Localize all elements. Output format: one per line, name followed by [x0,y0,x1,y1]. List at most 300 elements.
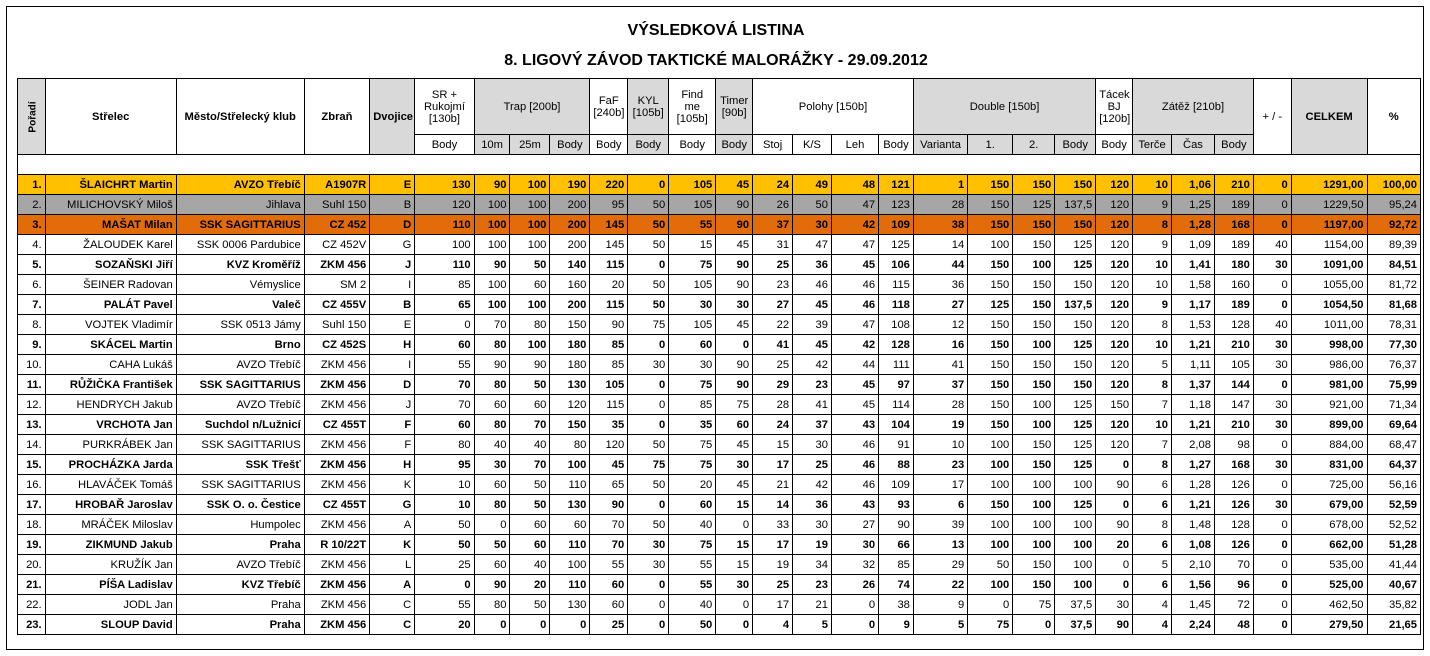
cell-pct: 35,82 [1367,595,1420,615]
cell-double-varianta: 9 [913,595,967,615]
cell-klub: KVZ Kroměříž [176,255,304,275]
cell-trap-25m: 100 [510,235,550,255]
subheader-cell: Body [669,135,716,155]
cell-pct: 51,28 [1367,535,1420,555]
cell-double-varianta: 29 [913,555,967,575]
cell-double-body: 125 [1055,335,1096,355]
cell-polohy-leh: 47 [831,235,878,255]
cell-pct: 81,68 [1367,295,1420,315]
cell-timer-body: 45 [716,435,753,455]
cell-zatez-cas: 1,25 [1171,195,1214,215]
cell-pct: 77,30 [1367,335,1420,355]
cell-polohy-leh: 46 [831,475,878,495]
cell-kyl-body: 75 [628,455,669,475]
cell-dvojice: B [370,195,415,215]
cell-trap-body: 130 [550,595,590,615]
cell-polohy-stoj: 26 [753,195,793,215]
cell-pct: 95,24 [1367,195,1420,215]
cell-dvojice: F [370,435,415,455]
header-zatez: Zátěž [210b] [1133,79,1254,135]
table-row [18,395,1421,415]
cell-double-2: 150 [1013,175,1055,195]
cell-zatez-terce: 10 [1133,335,1172,355]
cell-double-2: 150 [1013,435,1055,455]
cell-timer-body: 75 [716,395,753,415]
cell-trap-25m: 60 [510,395,550,415]
cell-kyl-body: 0 [628,255,669,275]
cell-faf-body: 85 [590,355,628,375]
cell-zbran: ZKM 456 [304,575,370,595]
subheader-cell: Body [628,135,669,155]
cell-trap-25m: 60 [510,275,550,295]
cell-poradi: 10. [18,355,46,375]
cell-double-2: 125 [1013,195,1055,215]
cell-trap-body: 110 [550,575,590,595]
cell-dvojice: K [370,475,415,495]
cell-trap-10m: 40 [474,435,510,455]
cell-polohy-body: 74 [879,575,914,595]
cell-strelec: VOJTEK Vladimír [45,315,176,335]
cell-findme-body: 75 [669,255,716,275]
cell-sr-body: 65 [415,295,474,315]
cell-zbran: Suhl 150 [304,195,370,215]
cell-faf-body: 85 [590,335,628,355]
cell-zatez-cas: 1,21 [1171,415,1214,435]
cell-findme-body: 105 [669,275,716,295]
cell-trap-body: 80 [550,435,590,455]
cell-poradi: 15. [18,455,46,475]
cell-zatez-body: 189 [1214,235,1253,255]
cell-zatez-terce: 8 [1133,455,1172,475]
cell-timer-body: 45 [716,175,753,195]
cell-tacek-body: 120 [1096,255,1133,275]
cell-double-1: 100 [968,435,1013,455]
cell-double-2: 150 [1013,555,1055,575]
cell-zatez-cas: 1,41 [1171,255,1214,275]
cell-poradi: 12. [18,395,46,415]
cell-kyl-body: 0 [628,375,669,395]
cell-tacek-body: 90 [1096,515,1133,535]
cell-plusminus: 0 [1253,515,1291,535]
subheader-cell: Stoj [753,135,793,155]
cell-strelec: ŽALOUDEK Karel [45,235,176,255]
cell-sr-body: 110 [415,255,474,275]
cell-timer-body: 30 [716,455,753,475]
cell-strelec: CAHA Lukáš [45,355,176,375]
cell-zatez-body: 144 [1214,375,1253,395]
cell-faf-body: 35 [590,415,628,435]
cell-faf-body: 45 [590,455,628,475]
cell-plusminus: 30 [1253,355,1291,375]
cell-strelec: HROBAŘ Jaroslav [45,495,176,515]
cell-sr-body: 60 [415,415,474,435]
cell-polohy-stoj: 15 [753,435,793,455]
cell-timer-body: 15 [716,495,753,515]
cell-strelec: ŠEINER Radovan [45,275,176,295]
cell-dvojice: C [370,615,415,635]
header-timer: Timer [90b] [716,79,753,135]
table-row [18,575,1421,595]
cell-zatez-terce: 8 [1133,375,1172,395]
cell-zatez-body: 189 [1214,295,1253,315]
cell-strelec: MAŠAT Milan [45,215,176,235]
cell-polohy-body: 106 [879,255,914,275]
cell-plusminus: 0 [1253,175,1291,195]
page-subtitle: 8. LIGOVÝ ZÁVOD TAKTICKÉ MALORÁŽKY - 29.09.2012 [504,52,928,69]
cell-poradi: 5. [18,255,46,275]
cell-trap-10m: 90 [474,575,510,595]
cell-dvojice: G [370,235,415,255]
cell-pct: 89,39 [1367,235,1420,255]
cell-klub: Vémyslice [176,275,304,295]
cell-double-1: 150 [968,215,1013,235]
table-row [18,335,1421,355]
cell-polohy-stoj: 23 [753,275,793,295]
cell-double-varianta: 13 [913,535,967,555]
cell-polohy-body: 108 [879,315,914,335]
cell-polohy-stoj: 25 [753,575,793,595]
cell-pct: 56,16 [1367,475,1420,495]
cell-double-1: 150 [968,355,1013,375]
cell-poradi: 14. [18,435,46,455]
cell-strelec: SOZAŇSKI Jiří [45,255,176,275]
cell-faf-body: 115 [590,295,628,315]
cell-trap-25m: 100 [510,295,550,315]
cell-zatez-cas: 1,48 [1171,515,1214,535]
cell-dvojice: I [370,275,415,295]
cell-polohy-leh: 46 [831,455,878,475]
cell-polohy-leh: 45 [831,395,878,415]
cell-polohy-body: 115 [879,275,914,295]
cell-polohy-stoj: 31 [753,235,793,255]
cell-double-varianta: 36 [913,275,967,295]
subheader-cell: Body [716,135,753,155]
cell-zatez-body: 126 [1214,475,1253,495]
cell-plusminus: 30 [1253,335,1291,355]
cell-poradi: 9. [18,335,46,355]
cell-strelec: PURKRÁBEK Jan [45,435,176,455]
cell-double-1: 150 [968,375,1013,395]
cell-double-body: 125 [1055,415,1096,435]
cell-kyl-body: 30 [628,355,669,375]
cell-dvojice: J [370,255,415,275]
cell-poradi: 23. [18,615,46,635]
cell-zatez-terce: 8 [1133,515,1172,535]
header-strelec: Střelec [45,79,176,155]
cell-trap-10m: 100 [474,235,510,255]
cell-trap-25m: 100 [510,215,550,235]
cell-tacek-body: 90 [1096,615,1133,635]
cell-findme-body: 55 [669,575,716,595]
cell-trap-body: 160 [550,275,590,295]
cell-poradi: 17. [18,495,46,515]
cell-sr-body: 0 [415,315,474,335]
cell-celkem: 1054,50 [1291,295,1367,315]
cell-zbran: A1907R [304,175,370,195]
cell-tacek-body: 0 [1096,575,1133,595]
cell-strelec: RŮŽIČKA František [45,375,176,395]
cell-double-body: 137,5 [1055,195,1096,215]
cell-trap-10m: 90 [474,175,510,195]
cell-findme-body: 40 [669,515,716,535]
cell-zatez-terce: 9 [1133,295,1172,315]
cell-plusminus: 0 [1253,375,1291,395]
cell-kyl-body: 50 [628,475,669,495]
cell-celkem: 679,00 [1291,495,1367,515]
cell-dvojice: D [370,215,415,235]
cell-timer-body: 15 [716,555,753,575]
cell-trap-25m: 80 [510,315,550,335]
subheader-cell: K/S [793,135,832,155]
cell-double-1: 150 [968,275,1013,295]
cell-double-1: 150 [968,315,1013,335]
table-row [18,275,1421,295]
cell-zatez-cas: 2,10 [1171,555,1214,575]
header-kyl: KYL [105b] [628,79,669,135]
cell-kyl-body: 0 [628,415,669,435]
subheader-cell: 25m [510,135,550,155]
cell-zatez-body: 48 [1214,615,1253,635]
cell-trap-body: 180 [550,335,590,355]
cell-double-varianta: 44 [913,255,967,275]
cell-pct: 75,99 [1367,375,1420,395]
cell-zbran: CZ 452S [304,335,370,355]
cell-zatez-terce: 9 [1133,235,1172,255]
cell-dvojice: A [370,515,415,535]
cell-zbran: CZ 455V [304,295,370,315]
cell-double-1: 150 [968,335,1013,355]
table-row [18,355,1421,375]
cell-tacek-body: 0 [1096,495,1133,515]
cell-double-body: 100 [1055,515,1096,535]
cell-zatez-cas: 1,08 [1171,535,1214,555]
cell-pct: 78,31 [1367,315,1420,335]
cell-timer-body: 60 [716,415,753,435]
header-sr: SR + Rukojmí [130b] [415,79,474,135]
cell-double-1: 125 [968,295,1013,315]
cell-trap-10m: 80 [474,335,510,355]
cell-double-1: 75 [968,615,1013,635]
cell-kyl-body: 0 [628,575,669,595]
cell-polohy-leh: 27 [831,515,878,535]
page-title: VÝSLEDKOVÁ LISTINA [627,22,805,39]
cell-polohy-body: 109 [879,215,914,235]
header-zbran: Zbraň [304,79,370,155]
cell-poradi: 21. [18,575,46,595]
cell-strelec: MILICHOVSKÝ Miloš [45,195,176,215]
cell-trap-body: 200 [550,295,590,315]
cell-double-2: 100 [1013,395,1055,415]
cell-double-body: 150 [1055,215,1096,235]
cell-zbran: ZKM 456 [304,375,370,395]
cell-trap-body: 100 [550,555,590,575]
cell-timer-body: 15 [716,535,753,555]
cell-tacek-body: 90 [1096,475,1133,495]
cell-double-2: 100 [1013,515,1055,535]
cell-klub: KVZ Třebíč [176,575,304,595]
cell-kyl-body: 50 [628,275,669,295]
cell-polohy-ks: 42 [793,475,832,495]
table-row [18,195,1421,215]
cell-celkem: 1154,00 [1291,235,1367,255]
cell-polohy-stoj: 28 [753,395,793,415]
cell-zatez-terce: 6 [1133,495,1172,515]
cell-zatez-body: 128 [1214,315,1253,335]
cell-pct: 92,72 [1367,215,1420,235]
cell-double-2: 150 [1013,295,1055,315]
cell-trap-25m: 20 [510,575,550,595]
cell-zatez-cas: 1,58 [1171,275,1214,295]
cell-dvojice: E [370,175,415,195]
cell-faf-body: 70 [590,535,628,555]
cell-double-body: 37,5 [1055,615,1096,635]
cell-zatez-cas: 1,27 [1171,455,1214,475]
cell-sr-body: 120 [415,195,474,215]
cell-pct: 81,72 [1367,275,1420,295]
cell-double-body: 150 [1055,175,1096,195]
cell-plusminus: 0 [1253,275,1291,295]
cell-polohy-leh: 48 [831,175,878,195]
cell-polohy-ks: 30 [793,515,832,535]
cell-double-varianta: 10 [913,435,967,455]
cell-zatez-body: 168 [1214,215,1253,235]
cell-trap-body: 140 [550,255,590,275]
cell-trap-10m: 80 [474,415,510,435]
cell-celkem: 831,00 [1291,455,1367,475]
cell-double-1: 150 [968,395,1013,415]
cell-double-varianta: 14 [913,235,967,255]
cell-pct: 52,52 [1367,515,1420,535]
cell-double-varianta: 38 [913,215,967,235]
cell-zatez-terce: 7 [1133,435,1172,455]
cell-zatez-cas: 1,17 [1171,295,1214,315]
cell-double-body: 125 [1055,435,1096,455]
cell-polohy-leh: 44 [831,355,878,375]
cell-trap-25m: 70 [510,455,550,475]
header-klub: Město/Střelecký klub [176,79,304,155]
cell-tacek-body: 0 [1096,455,1133,475]
cell-polohy-leh: 45 [831,255,878,275]
subheader-cell: 2. [1013,135,1055,155]
cell-trap-25m: 100 [510,335,550,355]
cell-celkem: 981,00 [1291,375,1367,395]
cell-polohy-body: 121 [879,175,914,195]
cell-kyl-body: 30 [628,535,669,555]
cell-trap-10m: 100 [474,195,510,215]
subheader-cell: Body [1214,135,1253,155]
table-row [18,615,1421,635]
cell-zatez-terce: 7 [1133,395,1172,415]
table-row [18,315,1421,335]
cell-trap-25m: 100 [510,195,550,215]
cell-klub: SSK SAGITTARIUS [176,475,304,495]
cell-plusminus: 0 [1253,215,1291,235]
cell-kyl-body: 0 [628,395,669,415]
cell-tacek-body: 20 [1096,535,1133,555]
cell-poradi: 7. [18,295,46,315]
cell-findme-body: 30 [669,295,716,315]
cell-polohy-stoj: 22 [753,315,793,335]
cell-polohy-stoj: 24 [753,175,793,195]
cell-zatez-cas: 1,09 [1171,235,1214,255]
cell-poradi: 3. [18,215,46,235]
cell-double-body: 125 [1055,495,1096,515]
subheader-cell: Body [1096,135,1133,155]
cell-plusminus: 30 [1253,415,1291,435]
cell-trap-10m: 100 [474,215,510,235]
spacer-row [18,155,1421,175]
subheader-cell: 1. [968,135,1013,155]
cell-dvojice: L [370,555,415,575]
cell-double-2: 100 [1013,535,1055,555]
cell-polohy-leh: 43 [831,495,878,515]
cell-double-1: 100 [968,235,1013,255]
cell-double-2: 150 [1013,235,1055,255]
cell-double-varianta: 12 [913,315,967,335]
cell-celkem: 1229,50 [1291,195,1367,215]
cell-trap-10m: 50 [474,535,510,555]
cell-double-2: 100 [1013,335,1055,355]
cell-polohy-ks: 23 [793,575,832,595]
cell-zatez-terce: 9 [1133,195,1172,215]
cell-kyl-body: 0 [628,335,669,355]
cell-polohy-ks: 19 [793,535,832,555]
cell-trap-10m: 80 [474,375,510,395]
cell-findme-body: 75 [669,535,716,555]
cell-timer-body: 45 [716,315,753,335]
cell-dvojice: H [370,335,415,355]
cell-klub: Brno [176,335,304,355]
cell-faf-body: 105 [590,375,628,395]
table-row [18,375,1421,395]
cell-zbran: ZKM 456 [304,615,370,635]
cell-kyl-body: 50 [628,435,669,455]
cell-celkem: 725,00 [1291,475,1367,495]
cell-double-varianta: 23 [913,455,967,475]
cell-plusminus: 30 [1253,495,1291,515]
cell-tacek-body: 120 [1096,195,1133,215]
cell-sr-body: 70 [415,395,474,415]
cell-zatez-body: 210 [1214,335,1253,355]
cell-plusminus: 0 [1253,435,1291,455]
table-row [18,415,1421,435]
subheader-cell: Varianta [913,135,967,155]
cell-polohy-stoj: 21 [753,475,793,495]
cell-polohy-body: 123 [879,195,914,215]
cell-sr-body: 50 [415,535,474,555]
cell-dvojice: D [370,375,415,395]
cell-polohy-stoj: 25 [753,255,793,275]
cell-klub: SSK O. o. Čestice [176,495,304,515]
cell-zatez-terce: 10 [1133,275,1172,295]
cell-tacek-body: 120 [1096,215,1133,235]
cell-polohy-leh: 47 [831,195,878,215]
cell-klub: Valeč [176,295,304,315]
cell-polohy-leh: 43 [831,415,878,435]
cell-double-1: 50 [968,555,1013,575]
cell-double-varianta: 19 [913,415,967,435]
cell-zbran: ZKM 456 [304,355,370,375]
cell-timer-body: 0 [716,515,753,535]
cell-zatez-terce: 10 [1133,415,1172,435]
cell-polohy-leh: 30 [831,535,878,555]
cell-strelec: HLAVÁČEK Tomáš [45,475,176,495]
cell-zatez-cas: 1,45 [1171,595,1214,615]
cell-polohy-stoj: 14 [753,495,793,515]
cell-timer-body: 0 [716,595,753,615]
cell-double-2: 100 [1013,415,1055,435]
cell-findme-body: 105 [669,315,716,335]
